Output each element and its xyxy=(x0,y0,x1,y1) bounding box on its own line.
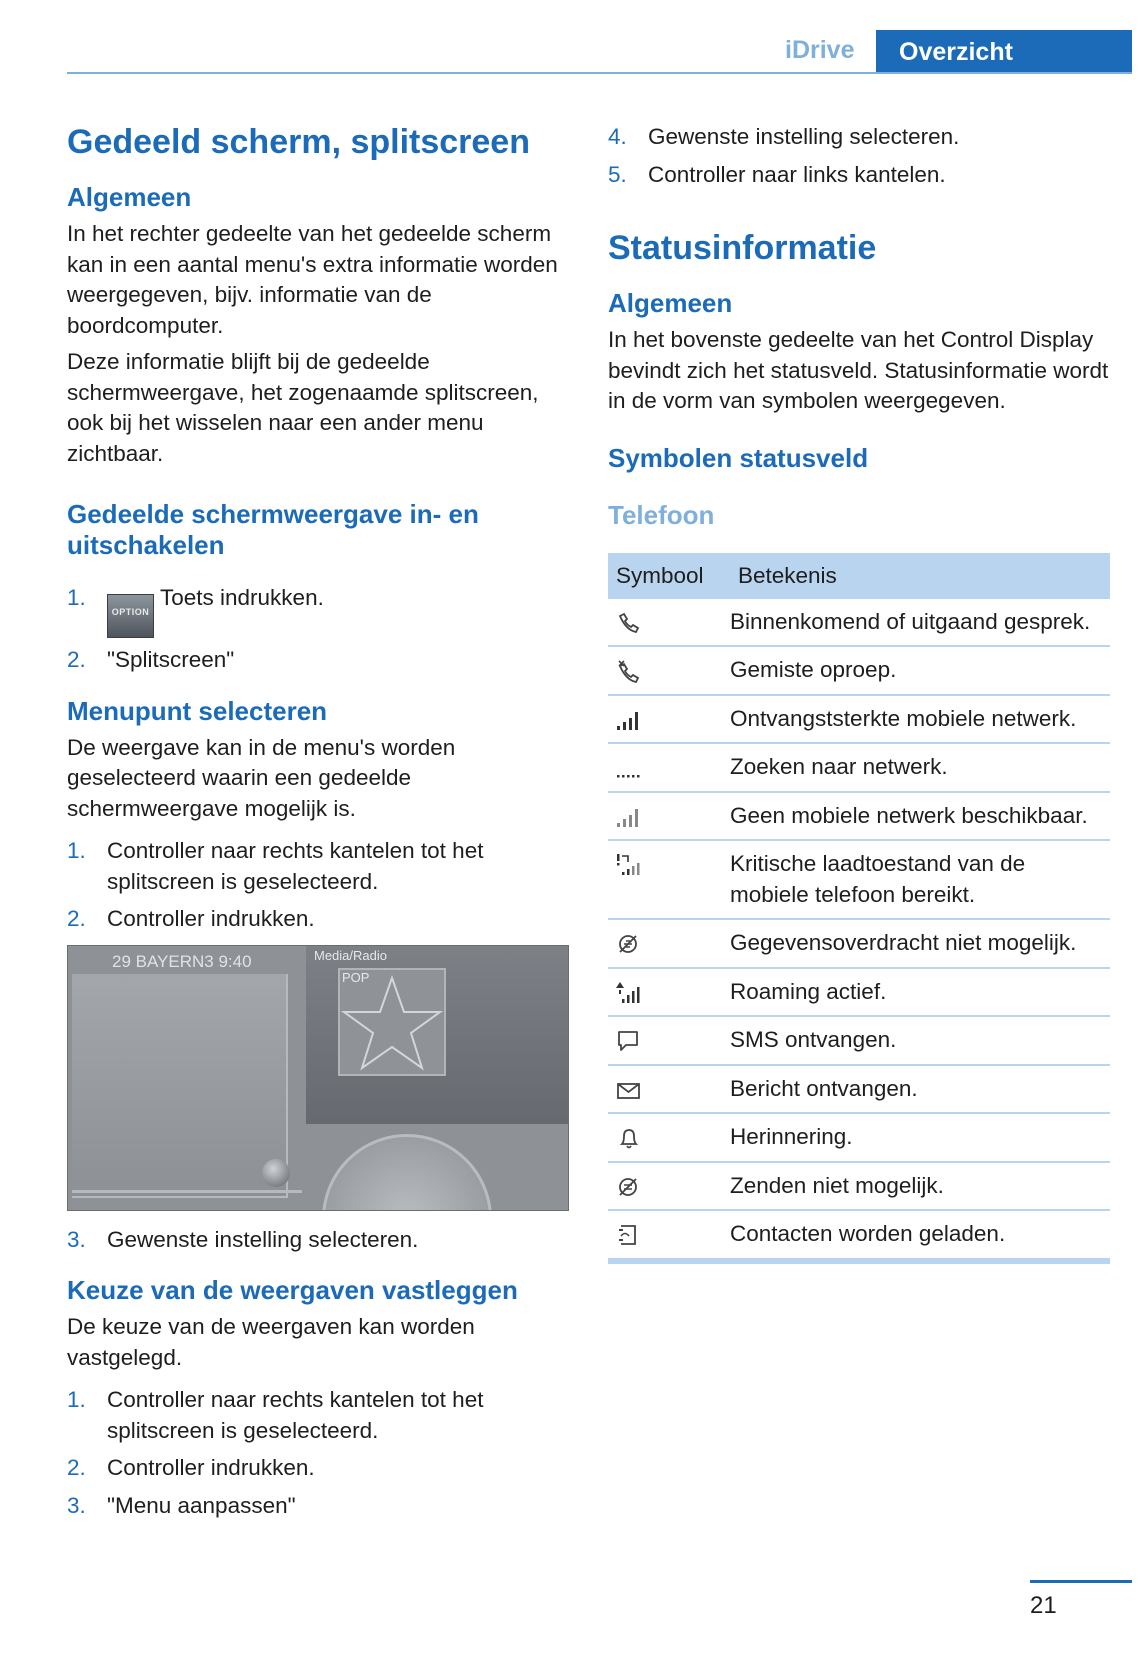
step-number: 1. xyxy=(67,1387,86,1412)
keuze-steps xyxy=(67,1385,572,1521)
list-item xyxy=(67,1491,572,1522)
step-text: Controller naar links kantelen. xyxy=(648,161,946,187)
step-text: Gewenste instelling selecteren. xyxy=(648,124,960,149)
row-meaning: Bericht ontvangen. xyxy=(730,1065,1110,1114)
envelope-icon xyxy=(616,1078,642,1102)
signal-strength-icon xyxy=(616,708,642,732)
algemeen-paragraph-2: Deze informatie blijft bij de gedeelde schermweergave, het zogenaamde splitscreen, ook bij het wisselen naar een ander menu zichtbaar. xyxy=(67,349,539,466)
menupunt-paragraph: De weergave kan in de menu's worden geselecteerd waarin een gedeelde schermweergave mogelijk is. xyxy=(67,734,456,821)
step-number: 5. xyxy=(608,161,627,187)
step-number: 4. xyxy=(608,124,627,149)
row-meaning: Zenden niet mogelijk. xyxy=(730,1162,1110,1211)
table-row xyxy=(608,919,1110,968)
data-blocked-icon xyxy=(616,932,642,956)
option-button-icon: OPTION xyxy=(107,594,154,638)
algemeen-heading: Algemeen xyxy=(67,182,192,212)
step-text: Controller indrukken. xyxy=(107,906,315,931)
column-header-symbol: Symbool xyxy=(608,553,730,599)
row-meaning: Kritische laadtoestand van de mobiele telefoon bereikt. xyxy=(730,840,1110,919)
right-column xyxy=(608,122,1110,1264)
splitscreen-screenshot xyxy=(67,945,569,1211)
header-section-label: iDrive xyxy=(785,36,855,64)
status-algemeen-heading: Algemeen xyxy=(608,288,733,318)
controller-dial-icon xyxy=(322,1134,492,1211)
step-number: 1. xyxy=(67,585,86,610)
row-meaning: Roaming actief. xyxy=(730,968,1110,1017)
screen-genre-label: POP xyxy=(342,969,370,985)
list-item xyxy=(67,1385,572,1446)
menupunt-steps xyxy=(67,836,572,935)
statusinformatie-title: Statusinformatie xyxy=(608,229,877,267)
row-meaning: Gegevensoverdracht niet mogelijk. xyxy=(730,919,1110,968)
step-number: 3. xyxy=(67,1226,86,1252)
row-meaning: Gemiste oproep. xyxy=(730,646,1110,695)
network-search-icon xyxy=(616,756,642,780)
step-number: 2. xyxy=(67,647,86,672)
row-meaning: Zoeken naar netwerk. xyxy=(730,743,1110,792)
step-number: 2. xyxy=(67,906,86,931)
table-row xyxy=(608,1162,1110,1211)
list-item xyxy=(608,160,1110,191)
screen-station-label: 29 BAYERN3 9:40 xyxy=(112,951,252,971)
keuze-paragraph: De keuze van de weergaven kan worden vastgelegd. xyxy=(67,1314,475,1370)
list-item xyxy=(67,583,572,638)
splitscreen-title: Gedeeld scherm, splitscreen xyxy=(67,123,530,161)
table-row xyxy=(608,1113,1110,1162)
row-meaning: Geen mobiele netwerk beschikbaar. xyxy=(730,792,1110,841)
footer-divider xyxy=(1030,1580,1132,1583)
step-number: 1. xyxy=(67,838,86,863)
row-meaning: SMS ontvangen. xyxy=(730,1016,1110,1065)
menupunt-steps-continued xyxy=(67,1225,572,1256)
toggle-heading: Gedeelde schermweergave in- en uitschakelen xyxy=(67,499,479,560)
roaming-icon xyxy=(616,981,642,1005)
contacts-icon xyxy=(616,1223,642,1247)
step-text: "Splitscreen" xyxy=(107,647,235,672)
list-item xyxy=(67,1225,572,1256)
step-text: "Menu aanpassen" xyxy=(107,1492,296,1518)
page-number: 21 xyxy=(1030,1592,1057,1619)
step-text: Controller naar rechts kantelen tot het splitscreen is geselecteerd. xyxy=(107,1387,484,1443)
algemeen-paragraph-1: In het rechter gedeelte van het gedeelde scherm kan in een aantal menu's extra informatie worden weergegeven, bijv. informatie van de boordcomputer. xyxy=(67,221,558,338)
header-chapter-tab: Overzicht xyxy=(876,30,1132,74)
no-network-icon xyxy=(616,805,642,829)
step-text: Toets indrukken. xyxy=(160,585,324,610)
screen-main-panel xyxy=(72,974,288,1198)
header-divider xyxy=(67,72,1132,74)
phone-call-icon xyxy=(616,611,642,635)
table-row xyxy=(608,599,1110,647)
left-column xyxy=(67,120,572,1528)
low-battery-signal-icon xyxy=(616,853,642,877)
list-item xyxy=(608,122,1110,153)
missed-call-icon xyxy=(616,659,642,683)
screen-bar xyxy=(72,1190,302,1193)
step-text: Gewenste instelling selecteren. xyxy=(107,1226,419,1252)
list-item xyxy=(67,1453,572,1484)
telefoon-heading: Telefoon xyxy=(608,499,715,530)
table-row xyxy=(608,695,1110,744)
row-meaning: Binnenkomend of uitgaand gesprek. xyxy=(730,599,1110,647)
row-meaning: Ontvangststerkte mobiele netwerk. xyxy=(730,695,1110,744)
screen-media-label: Media/Radio xyxy=(314,947,387,963)
table-row xyxy=(608,968,1110,1017)
table-row xyxy=(608,1210,1110,1261)
step-text: Controller indrukken. xyxy=(107,1455,315,1480)
row-meaning: Contacten worden geladen. xyxy=(730,1210,1110,1261)
column-header-meaning: Betekenis xyxy=(730,553,1110,599)
sms-icon xyxy=(616,1029,642,1053)
step-number: 2. xyxy=(67,1455,86,1480)
symbolen-heading: Symbolen statusveld xyxy=(608,442,869,473)
send-blocked-icon xyxy=(616,1175,642,1199)
status-algemeen-paragraph: In het bovenste gedeelte van het Control Display bevindt zich het statusveld. Statusinformatie wordt in de vorm van symbolen weergegeven. xyxy=(608,327,1109,413)
table-row xyxy=(608,646,1110,695)
toggle-steps xyxy=(67,583,572,676)
table-row xyxy=(608,1016,1110,1065)
step-text: Controller naar rechts kantelen tot het splitscreen is geselecteerd. xyxy=(107,838,484,894)
list-item xyxy=(67,836,572,897)
phone-symbols-table xyxy=(608,553,1110,1264)
controller-ball-icon xyxy=(262,1159,290,1187)
table-row xyxy=(608,840,1110,919)
table-row xyxy=(608,1065,1110,1114)
list-item xyxy=(67,645,572,676)
star-icon xyxy=(340,970,444,1074)
list-item xyxy=(67,904,572,935)
table-row xyxy=(608,743,1110,792)
table-row xyxy=(608,792,1110,841)
keuze-heading: Keuze van de weergaven vastleggen xyxy=(67,1275,518,1305)
continued-steps xyxy=(608,122,1110,190)
table-header-row xyxy=(608,553,1110,599)
row-meaning: Herinnering. xyxy=(730,1113,1110,1162)
menupunt-heading: Menupunt selecteren xyxy=(67,695,328,726)
bell-icon xyxy=(616,1126,642,1150)
step-number: 3. xyxy=(67,1492,86,1518)
